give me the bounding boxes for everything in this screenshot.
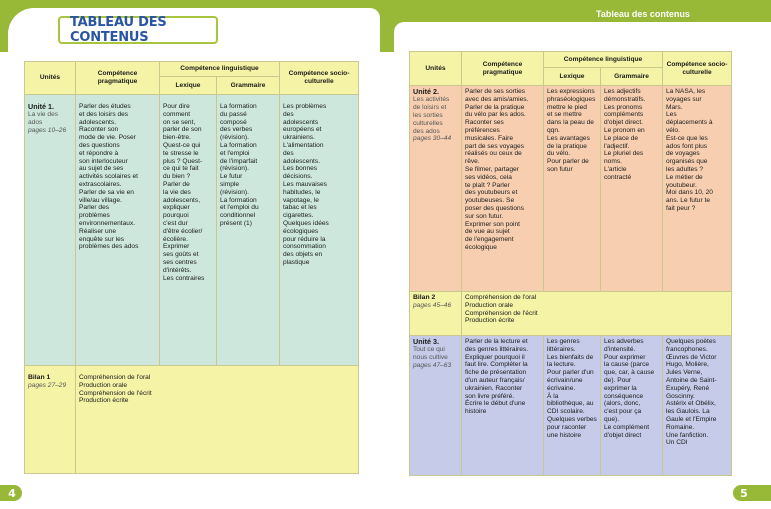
text-line: activités scolaires et — [79, 173, 138, 181]
text-line: plus ? Quest- — [163, 157, 203, 165]
text-line: habitudes, le — [283, 188, 321, 196]
text-line: Les pronoms — [604, 103, 643, 111]
text-line: L'alimentation — [283, 141, 324, 149]
text-line: Écrire le début d'une — [465, 400, 526, 408]
header-linguistic: Compétence linguistique — [160, 62, 280, 77]
text-line: Exprimer son point — [465, 220, 520, 228]
text-line: conséquence — [604, 392, 644, 400]
text-line: comment — [163, 110, 191, 118]
text-line: qqn. — [547, 126, 560, 134]
text-line: ukrainiens. — [283, 134, 315, 142]
text-line: consommation — [283, 243, 326, 251]
text-line: une histoire — [547, 431, 582, 439]
text-line: déplacements à — [666, 119, 713, 127]
text-line: Œuvres de Victor — [666, 353, 717, 361]
text-line: À la — [547, 392, 559, 400]
text-line: Pour exprimer — [604, 353, 646, 361]
header-grammar: Grammaire — [601, 68, 663, 86]
text-line: expliquer — [163, 204, 190, 212]
text-line: Parler des études — [79, 103, 131, 110]
text-line: c'est dur — [163, 219, 188, 227]
unit-2-subtitle-line: culturelles — [413, 119, 443, 127]
bilan-1-pages: pages 27–29 — [28, 381, 67, 389]
text-line: Réaliser une — [79, 227, 117, 235]
text-line: des youtubeurs et — [465, 189, 518, 197]
bilan-1-title: Bilan 1 — [28, 374, 51, 381]
text-line: (révision). — [220, 134, 249, 142]
text-line: La NASA, les — [666, 88, 706, 95]
unit-2-title: Unité 2. — [413, 87, 439, 96]
text-line: présent (1) — [220, 219, 252, 227]
unit-2-subtitle-line: des ados — [413, 127, 440, 135]
text-line: simple — [220, 180, 240, 188]
text-line: Antoine de Saint- — [666, 376, 717, 384]
text-line: Les genres — [547, 338, 580, 345]
text-line: Le complément — [604, 423, 650, 431]
text-line: Parler de — [163, 180, 190, 188]
text-line: et l'emploi — [220, 149, 250, 157]
unit-1-cell — [25, 95, 76, 366]
text-line: pourquoi — [163, 212, 189, 220]
text-line: d'être écolier/ — [163, 227, 203, 235]
text-line: son livre préféré. — [465, 392, 515, 400]
unit-1-pragmatic — [76, 95, 160, 366]
text-line: (révision). — [220, 165, 249, 173]
text-line: Astérix et Obélix, — [666, 400, 716, 408]
text-line: Parler de ses sorties — [465, 88, 526, 95]
unit-3-title: Unité 3. — [413, 337, 439, 346]
text-line: Se filmer, partager — [465, 165, 519, 173]
text-line: phraséologiques — [547, 95, 596, 103]
unit-2-subtitle-line: les sorties — [413, 112, 443, 119]
text-line: du vélo. — [547, 150, 571, 158]
text-line: Moi dans 10, 20 — [666, 189, 713, 197]
text-line: de l'engagement — [465, 236, 514, 244]
text-line: écologiques — [283, 227, 319, 235]
header-lexicon: Lexique — [160, 77, 217, 95]
text-line: écrivain/une — [547, 376, 583, 384]
text-line: compléments — [604, 111, 644, 119]
text-line: des verbes — [220, 126, 253, 134]
text-line: du bien ? — [163, 173, 191, 181]
unit-1-grammar — [217, 95, 280, 366]
left-page-title: TABLEAU DES CONTENUS — [58, 16, 218, 44]
header-units: Unités — [410, 52, 462, 86]
text-line: adolescents, — [163, 196, 201, 204]
text-line: problèmes des ados — [79, 243, 139, 251]
text-line: c'est pour ça — [604, 408, 642, 416]
text-line: bien-être. — [163, 134, 191, 142]
unit-1-subtitle-line: La vie des — [28, 111, 59, 119]
text-line: exprimer la — [604, 384, 637, 392]
text-line: Les expressions — [547, 88, 595, 95]
unit-1-title: Unité 1. — [28, 102, 54, 111]
unit-3-subtitle-line: Tout ce qui — [413, 346, 445, 354]
text-line: Quelques poètes — [666, 338, 716, 345]
header-linguistic: Compétence linguistique — [544, 52, 663, 68]
text-line: fait peur ? — [666, 204, 696, 212]
text-line: Exprimer — [163, 243, 190, 251]
text-line: Les mauvaises — [283, 180, 327, 188]
text-line: dans la peau de — [547, 119, 594, 127]
text-line: Production orale — [79, 381, 128, 389]
text-line: pour raconter — [547, 423, 587, 431]
text-line: Compréhension de l'écrit — [79, 389, 152, 397]
unit-1-lexicon — [160, 95, 217, 366]
text-line: des objets en — [283, 251, 323, 259]
text-line: son futur — [547, 165, 573, 173]
unit-3-subtitle-line: nous cultive — [413, 354, 448, 362]
unit-3-pages: pages 47–63 — [413, 362, 452, 369]
text-line: problèmes — [79, 212, 110, 220]
text-line: Jules Verne, — [666, 369, 703, 377]
text-line: la vie des — [163, 188, 191, 196]
text-line: Goscinny. — [666, 392, 695, 400]
text-line: avec des amis/amies. — [465, 95, 529, 103]
text-line: Les avantages — [547, 134, 590, 142]
text-line: enquête sur les — [79, 235, 125, 243]
text-line: Parler de sa vie en — [79, 188, 134, 196]
text-line: Production écrite — [465, 317, 515, 325]
text-line: Romaine. — [666, 423, 695, 431]
text-line: Une fanfiction. — [666, 431, 709, 439]
text-line: francophones. — [666, 345, 708, 353]
text-line: parler de son — [163, 126, 202, 134]
unit-2-subtitle-line: Les activités — [413, 96, 450, 104]
text-line: de vue au sujet — [465, 228, 510, 236]
bilan-2-items — [462, 292, 732, 336]
text-line: contracté — [604, 173, 632, 181]
text-line: d'intensité. — [604, 345, 636, 353]
text-line: écrivaine. — [547, 384, 576, 392]
unit-2-lexicon — [544, 86, 601, 292]
bilan-2-pages: pages 45–46 — [413, 301, 452, 309]
text-line: histoire — [465, 408, 487, 416]
text-line: Parler de la lecture et — [465, 338, 528, 345]
text-line: la lecture. — [547, 361, 576, 369]
header-sociocultural: Compétence socio-culturelle — [663, 52, 732, 86]
text-line: Les adverbes — [604, 338, 644, 345]
text-line: de l'imparfait — [220, 157, 258, 165]
text-line: Le pluriel des — [604, 150, 644, 158]
header-grammar: Grammaire — [217, 77, 280, 95]
text-line: Exupéry, René — [666, 384, 710, 392]
unit-2-grammar — [601, 86, 663, 292]
unit-3-sociocultural — [663, 336, 732, 476]
text-line: vapotage, le — [283, 196, 319, 204]
text-line: Quelques idées — [283, 219, 329, 227]
left-page-number: 4 — [8, 486, 16, 500]
text-line: Expliquer pourquoi il — [465, 353, 525, 361]
text-line: Pour parler de — [547, 158, 589, 166]
text-line: ados font plus — [666, 142, 708, 150]
text-line: organisés que — [666, 158, 708, 166]
text-line: fiche de présentation — [465, 369, 527, 377]
text-line: on se sent, — [163, 118, 196, 126]
text-line: les Gaulois. La — [666, 408, 710, 416]
header-lexicon: Lexique — [544, 68, 601, 86]
unit-2-pragmatic — [462, 86, 544, 292]
text-line: d'objet direct. — [604, 119, 644, 127]
text-line: tabac et les — [283, 204, 317, 212]
text-line: Raconter son — [79, 126, 119, 134]
text-line: ses goûts et — [163, 251, 199, 259]
text-line: ukrainien. Raconter — [465, 384, 523, 392]
text-line: et des loisirs des — [79, 110, 129, 118]
text-line: te plaît ? Parler — [465, 181, 510, 189]
text-line: conditionnel — [220, 212, 256, 220]
text-line: écologique — [465, 243, 497, 251]
text-line: et l'emploi du — [220, 204, 259, 212]
text-line: voyages sur — [666, 95, 702, 103]
text-line: d'intérêts. — [163, 266, 192, 274]
text-line: Parler de la pratique — [465, 103, 525, 111]
text-line: Les — [666, 111, 677, 119]
text-line: Le place de — [604, 134, 639, 142]
text-line: adolescents. — [283, 157, 321, 165]
text-line: d'objet direct — [604, 431, 642, 439]
unit-3-pragmatic — [462, 336, 544, 476]
text-line: Parler des — [79, 204, 110, 212]
text-line: faut lire. Compléter la — [465, 361, 528, 369]
text-line: CDI scolaire. — [547, 408, 585, 416]
unit-1-pages: pages 10–26 — [28, 127, 67, 134]
text-line: composé — [220, 118, 247, 126]
text-line: Un CDI — [666, 439, 688, 447]
text-line: d'un auteur français/ — [465, 376, 525, 384]
text-line: de la pratique — [547, 142, 587, 150]
text-line: adolescents — [283, 118, 319, 126]
unit-2-pages: pages 30–44 — [413, 135, 452, 143]
bilan-2-cell — [410, 292, 462, 336]
text-line: du vélo par les ados. — [465, 111, 526, 119]
bilan-1-items — [76, 366, 359, 474]
text-line: te stresse le — [163, 149, 199, 157]
text-line: poser des questions — [465, 204, 525, 212]
text-line: adolescents. — [79, 118, 117, 126]
unit-3-lexicon — [544, 336, 601, 476]
text-line: Les contraires — [163, 274, 205, 282]
text-line: que, car, à cause — [604, 369, 655, 377]
text-line: réalisés ou ceux de — [465, 150, 522, 158]
text-line: noms. — [604, 158, 622, 166]
text-line: Le métier de — [666, 173, 703, 181]
text-line: Compréhension de l'oral — [465, 294, 537, 301]
text-line: et répondre à — [79, 149, 119, 157]
right-page-title: Tableau des contenus — [596, 9, 690, 19]
text-line: ses vidéos, cela — [465, 173, 512, 181]
text-line: environnementaux. — [79, 219, 136, 227]
text-line: Mars. — [666, 103, 683, 111]
text-line: Pour dire — [163, 103, 190, 110]
unit-1-subtitle-line: ados — [28, 119, 43, 127]
text-line: Gaule et l'Empire — [666, 415, 717, 423]
text-line: extrascolaires. — [79, 180, 122, 188]
header-units: Unités — [25, 62, 76, 95]
text-line: Les problèmes — [283, 103, 327, 110]
text-line: ses centres — [163, 258, 197, 266]
text-line: démonstratifs. — [604, 95, 646, 103]
text-line: rêve. — [465, 158, 480, 166]
text-line: Est-ce que les — [666, 134, 708, 142]
text-line: que). — [604, 415, 620, 423]
text-line: la cause (parce — [604, 361, 650, 369]
text-line: écolière. — [163, 235, 188, 243]
text-line: Production écrite — [79, 397, 129, 405]
text-line: de voyages — [666, 150, 700, 158]
unit-3-grammar — [601, 336, 663, 476]
header-pragmatic: Compétence pragmatique — [76, 62, 160, 95]
text-line: Raconter ses — [465, 119, 504, 127]
text-line: youtubeuses. Se — [465, 197, 515, 205]
text-line: ans. Le futur te — [666, 197, 710, 205]
text-line: vélo. — [666, 126, 680, 134]
text-line: des genres littéraires. — [465, 345, 529, 353]
text-line: des — [283, 149, 294, 157]
text-line: L'article — [604, 165, 627, 173]
text-line: Production orale — [465, 301, 514, 309]
unit-2-sociocultural — [663, 86, 732, 292]
text-line: ce qui te fait — [163, 165, 199, 173]
text-line: cigarettes. — [283, 212, 314, 220]
bilan-2-title: Bilan 2 — [413, 294, 436, 301]
text-line: Les bonnes — [283, 165, 318, 173]
text-line: (révision). — [220, 188, 249, 196]
unit-1-sociocultural — [280, 95, 359, 366]
text-line: bibliothèque, au — [547, 400, 594, 408]
right-contents-table — [409, 51, 732, 476]
text-line: les adultes ? — [666, 165, 704, 173]
text-line: des questions — [79, 141, 120, 149]
text-line: décisions. — [283, 173, 313, 181]
text-line: Le futur — [220, 173, 243, 181]
left-contents-table — [24, 61, 359, 474]
text-line: part de ses voyages — [465, 142, 525, 150]
text-line: Compréhension de l'écrit — [465, 309, 538, 317]
text-line: La formation — [220, 141, 257, 149]
text-line: sur son futur. — [465, 212, 504, 220]
text-line: plastique — [283, 258, 310, 266]
text-line: européens et — [283, 126, 322, 134]
text-line: de). Pour — [604, 376, 632, 384]
text-line: littéraires. — [547, 345, 576, 353]
header-pragmatic: Compétence pragmatique — [462, 52, 544, 86]
header-sociocultural: Compétence socio-culturelle — [280, 62, 359, 95]
text-line: youtubeur. — [666, 181, 697, 189]
text-line: La formation — [220, 103, 257, 110]
text-line: des — [283, 110, 294, 118]
text-line: du passé — [220, 110, 247, 118]
unit-3-cell — [410, 336, 462, 476]
text-line: Pour parler d'un — [547, 369, 594, 377]
right-page-number: 5 — [740, 486, 748, 500]
text-line: mode de vie. Poser — [79, 134, 136, 142]
unit-2-subtitle-line: de loisirs et — [413, 104, 447, 112]
text-line: Le pronom en — [604, 126, 645, 134]
text-line: Compréhension de l'oral — [79, 374, 151, 381]
text-line: et se mettre — [547, 111, 582, 119]
text-line: préférences — [465, 126, 500, 134]
bilan-1-cell — [25, 366, 76, 474]
text-line: Quelques verbes — [547, 415, 597, 423]
text-line: Hugo, Molière, — [666, 361, 709, 369]
text-line: ville/au village. — [79, 196, 122, 204]
text-line: musicales. Faire — [465, 134, 514, 142]
unit-2-cell — [410, 86, 462, 292]
text-line: Les bienfaits de — [547, 353, 594, 361]
text-line: au sujet de ses — [79, 165, 124, 173]
text-line: mettre le pied — [547, 103, 587, 111]
text-line: La formation — [220, 196, 257, 204]
text-line: Les adjectifs — [604, 88, 641, 95]
text-line: l'adjectif. — [604, 142, 630, 150]
text-line: Quest-ce qui — [163, 141, 201, 149]
text-line: (alors, donc, — [604, 400, 641, 408]
text-line: pour réduire la — [283, 235, 326, 243]
text-line: son interlocuteur — [79, 157, 128, 165]
